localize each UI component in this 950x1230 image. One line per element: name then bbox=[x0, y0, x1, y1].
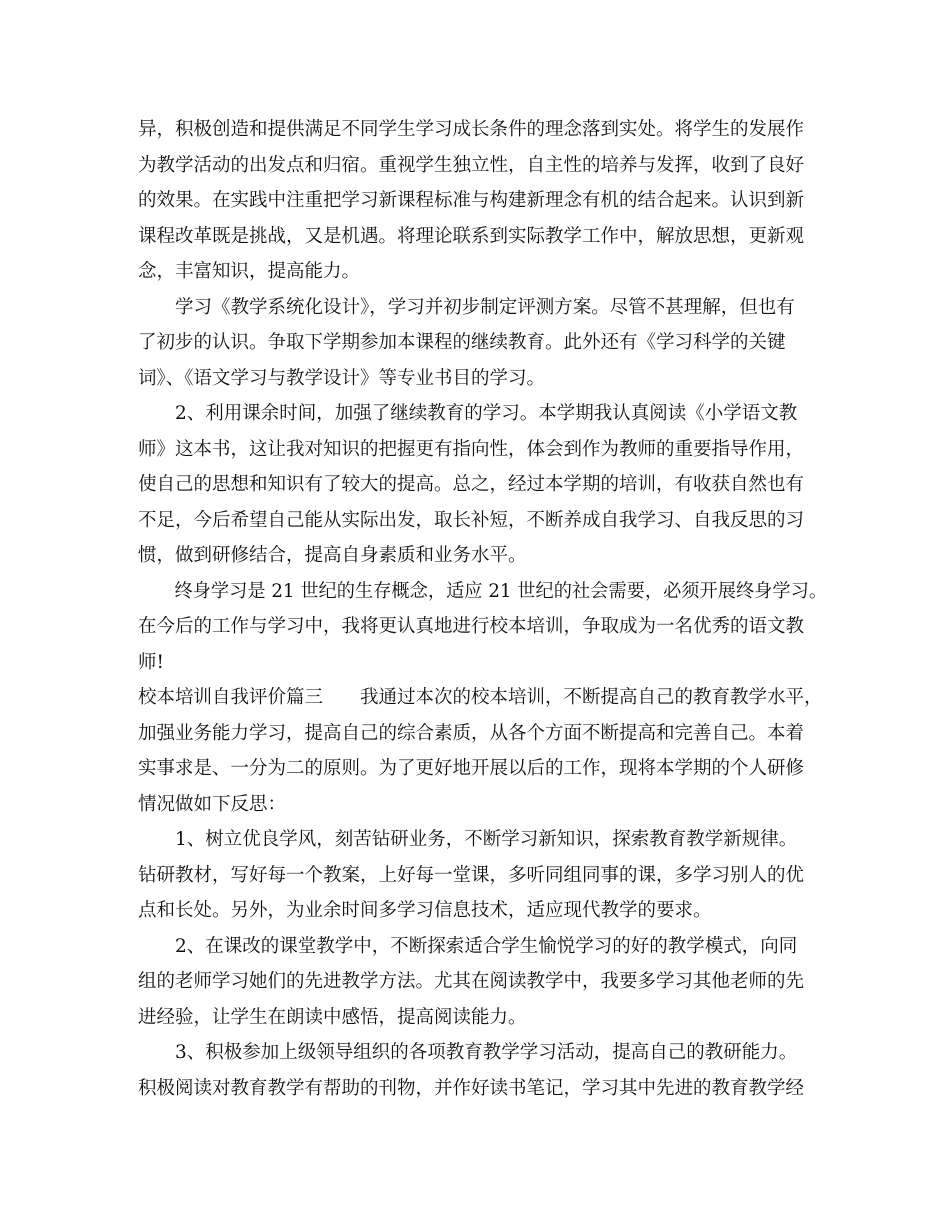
text-line: 进经验，让学生在朗读中感悟，提高阅读能力。 bbox=[138, 1006, 527, 1028]
text-line: 师》这本书，这让我对知识的把握更有指向性，体会到作为教师的重要指导作用， bbox=[138, 438, 805, 460]
text-line: 实事求是、一分为二的原则。为了更好地开展以后的工作，现将本学期的个人研修 bbox=[138, 758, 805, 779]
text-line: 校本培训自我评价篇三 我通过本次的校本培训，不断提高自己的教育教学水平， bbox=[138, 687, 823, 708]
text-line: 不足，今后希望自己能从实际出发，取长补短，不断养成自我学习、自我反思的习 bbox=[138, 509, 805, 531]
text-line: 惯，做到研修结合，提高自身素质和业务水平。 bbox=[138, 545, 527, 566]
text-line: 词》、《语文学习与教学设计》等专业书目的学习。 bbox=[138, 367, 546, 389]
text-line: 加强业务能力学习，提高自己的综合素质，从各个方面不断提高和完善自己。本着 bbox=[138, 722, 805, 744]
text-line: 了初步的认识。争取下学期参加本课程的继续教育。此外还有《学习科学的关键 bbox=[138, 332, 786, 353]
text-line: 念，丰富知识，提高能力。 bbox=[138, 261, 361, 282]
text-line: 异，积极创造和提供满足不同学生学习成长条件的理念落到实处。将学生的发展作 bbox=[138, 119, 805, 140]
text-line: 点和长处。另外，为业余时间多学习信息技术，适应现代教学的要求。 bbox=[138, 900, 712, 921]
text-line: 积极阅读对教育教学有帮助的刊物，并作好读书笔记，学习其中先进的教育教学经 bbox=[138, 1077, 805, 1099]
text-line: 情况做如下反思： bbox=[138, 793, 287, 815]
text-line: 终身学习是 21 世纪的生存概念，适应 21 世纪的社会需要，必须开展终身学习。 bbox=[174, 580, 828, 602]
text-line: 2、利用课余时间，加强了继续教育的学习。本学期我认真阅读《小学语文教 bbox=[175, 403, 798, 424]
text-line: 3、积极参加上级领导组织的各项教育教学学习活动，提高自己的教研能力。 bbox=[175, 1042, 798, 1063]
text-line: 2、在课改的课堂教学中，不断探索适合学生愉悦学习的好的教学模式，向同 bbox=[175, 935, 798, 957]
text-line: 课程改革既是挑战，又是机遇。将理论联系到实际教学工作中，解放思想，更新观 bbox=[138, 225, 805, 247]
document-body bbox=[138, 112, 828, 1106]
text-line: 使自己的思想和知识有了较大的提高。总之，经过本学期的培训，有收获自然也有 bbox=[138, 474, 805, 495]
text-line: 学习《教学系统化设计》，学习并初步制定评测方案。尽管不甚理解，但也有 bbox=[175, 296, 795, 318]
text-line: 师! bbox=[138, 651, 164, 673]
text-line: 1、树立优良学风，刻苦钻研业务，不断学习新知识，探索教育教学新规律。 bbox=[175, 829, 798, 850]
text-line: 在今后的工作与学习中，我将更认真地进行校本培训，争取成为一名优秀的语文教 bbox=[138, 616, 805, 637]
text-line: 的效果。在实践中注重把学习新课程标准与构建新理念有机的结合起来。认识到新 bbox=[138, 190, 805, 211]
text-line: 组的老师学习她们的先进教学方法。尤其在阅读教学中，我要多学习其他老师的先 bbox=[138, 971, 805, 992]
text-line: 钻研教材，写好每一个教案，上好每一堂课，多听同组同事的课，多学习别人的优 bbox=[138, 864, 805, 886]
text-line: 为教学活动的出发点和归宿。重视学生独立性，自主性的培养与发挥，收到了良好 bbox=[138, 154, 805, 176]
